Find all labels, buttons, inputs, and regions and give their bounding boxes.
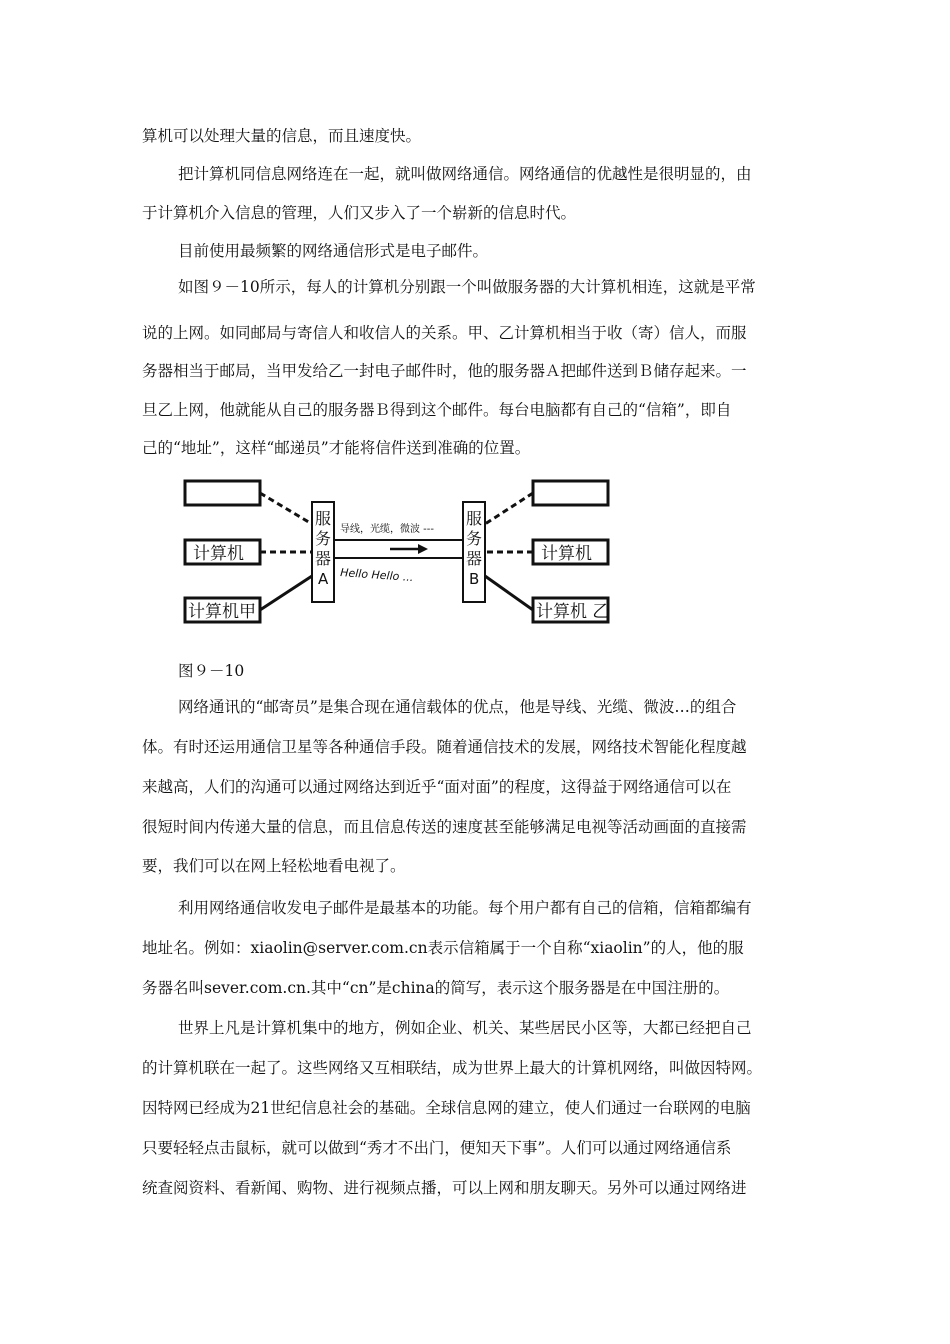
arrow-head-icon bbox=[418, 544, 428, 554]
left-computer-jia-label: 计算机甲 bbox=[188, 602, 256, 622]
server-b-char: 务 bbox=[466, 529, 483, 548]
paragraph-line: 利用网络通信收发电子邮件是最基本的功能。每个用户都有自己的信箱，信箱都编有 bbox=[178, 899, 752, 917]
network-diagram-svg bbox=[180, 476, 615, 632]
hello-label: Hello Hello ... bbox=[339, 566, 414, 585]
paragraph-line: 算机可以处理大量的信息，而且速度快。 bbox=[142, 127, 422, 145]
right-top-dashed-link bbox=[485, 493, 533, 524]
server-a-char: 器 bbox=[315, 549, 332, 568]
link-label: 导线，光缆，微波 --- bbox=[340, 524, 435, 535]
paragraph-line: 务器相当于邮局，当甲发给乙一封电子邮件时，他的服务器Ａ把邮件送到Ｂ储存起来。一 bbox=[142, 362, 747, 380]
right-computer-yi-label: 计算机 乙 bbox=[536, 602, 610, 622]
left-top-dashed-link bbox=[260, 493, 312, 524]
paragraph-line: 因特网已经成为21世纪信息社会的基础。全球信息网的建立，使人们通过一台联网的电脑 bbox=[142, 1099, 751, 1117]
paragraph-line: 说的上网。如同邮局与寄信人和收信人的关系。甲、乙计算机相当于收（寄）信人，而服 bbox=[142, 324, 747, 342]
figure-caption: 图９－10 bbox=[178, 662, 245, 680]
left-computer-label: 计算机 bbox=[193, 544, 244, 564]
paragraph-line: 世界上凡是计算机集中的地方，例如企业、机关、某些居民小区等，大都已经把自己 bbox=[178, 1019, 752, 1037]
paragraph-line: 很短时间内传递大量的信息，而且信息传送的速度甚至能够满足电视等活动画面的直接需 bbox=[142, 818, 747, 836]
paragraph-line: 来越高，人们的沟通可以通过网络达到近乎“面对面”的程度，这得益于网络通信可以在 bbox=[142, 778, 732, 796]
network-diagram bbox=[180, 476, 615, 632]
paragraph-line: 网络通讯的“邮寄员”是集合现在通信载体的优点，他是导线、光缆、微波…的组合 bbox=[178, 698, 737, 716]
left-bottom-link bbox=[260, 576, 312, 610]
server-b-char: 器 bbox=[466, 549, 483, 568]
paragraph-line: 地址名。例如：xiaolin@server.com.cn表示信箱属于一个自称“xiaolin”的人，他的服 bbox=[142, 939, 744, 957]
paragraph-line: 己的“地址”，这样“邮递员”才能将信件送到准确的位置。 bbox=[142, 439, 531, 457]
server-b-char: 服 bbox=[466, 509, 483, 528]
paragraph-line: 于计算机介入信息的管理，人们又步入了一个崭新的信息时代。 bbox=[142, 204, 577, 222]
right-blank-box bbox=[533, 481, 608, 505]
server-b-char: B bbox=[469, 570, 480, 588]
right-computer-label: 计算机 bbox=[541, 544, 592, 564]
right-bottom-link bbox=[485, 576, 533, 610]
paragraph-line: 统查阅资料、看新闻、购物、进行视频点播，可以上网和朋友聊天。另外可以通过网络进 bbox=[142, 1179, 747, 1197]
left-blank-box bbox=[185, 481, 260, 505]
server-a-char: A bbox=[318, 570, 329, 588]
paragraph-line: 目前使用最频繁的网络通信形式是电子邮件。 bbox=[178, 242, 489, 260]
paragraph-line: 体。有时还运用通信卫星等各种通信手段。随着通信技术的发展，网络技术智能化程度越 bbox=[142, 738, 747, 756]
paragraph-line: 把计算机同信息网络连在一起，就叫做网络通信。网络通信的优越性是很明显的，由 bbox=[178, 165, 752, 183]
server-a-char: 服 bbox=[315, 509, 332, 528]
paragraph-line: 的计算机联在一起了。这些网络又互相联结，成为世界上最大的计算机网络，叫做因特网。 bbox=[142, 1059, 763, 1077]
paragraph-line: 务器名叫sever.com.cn.其中“cn”是china的简写，表示这个服务器是在中国注册的。 bbox=[142, 979, 730, 997]
paragraph-line: 如图９－10所示，每人的计算机分别跟一个叫做服务器的大计算机相连，这就是平常 bbox=[178, 278, 756, 296]
paragraph-line: 要，我们可以在网上轻松地看电视了。 bbox=[142, 857, 406, 875]
paragraph-line: 只要轻轻点击鼠标，就可以做到“秀才不出门，便知天下事”。人们可以通过网络通信系 bbox=[142, 1139, 732, 1157]
paragraph-line: 旦乙上网，他就能从自己的服务器Ｂ得到这个邮件。每台电脑都有自己的“信箱”，即自 bbox=[142, 401, 732, 419]
server-a-char: 务 bbox=[315, 529, 332, 548]
